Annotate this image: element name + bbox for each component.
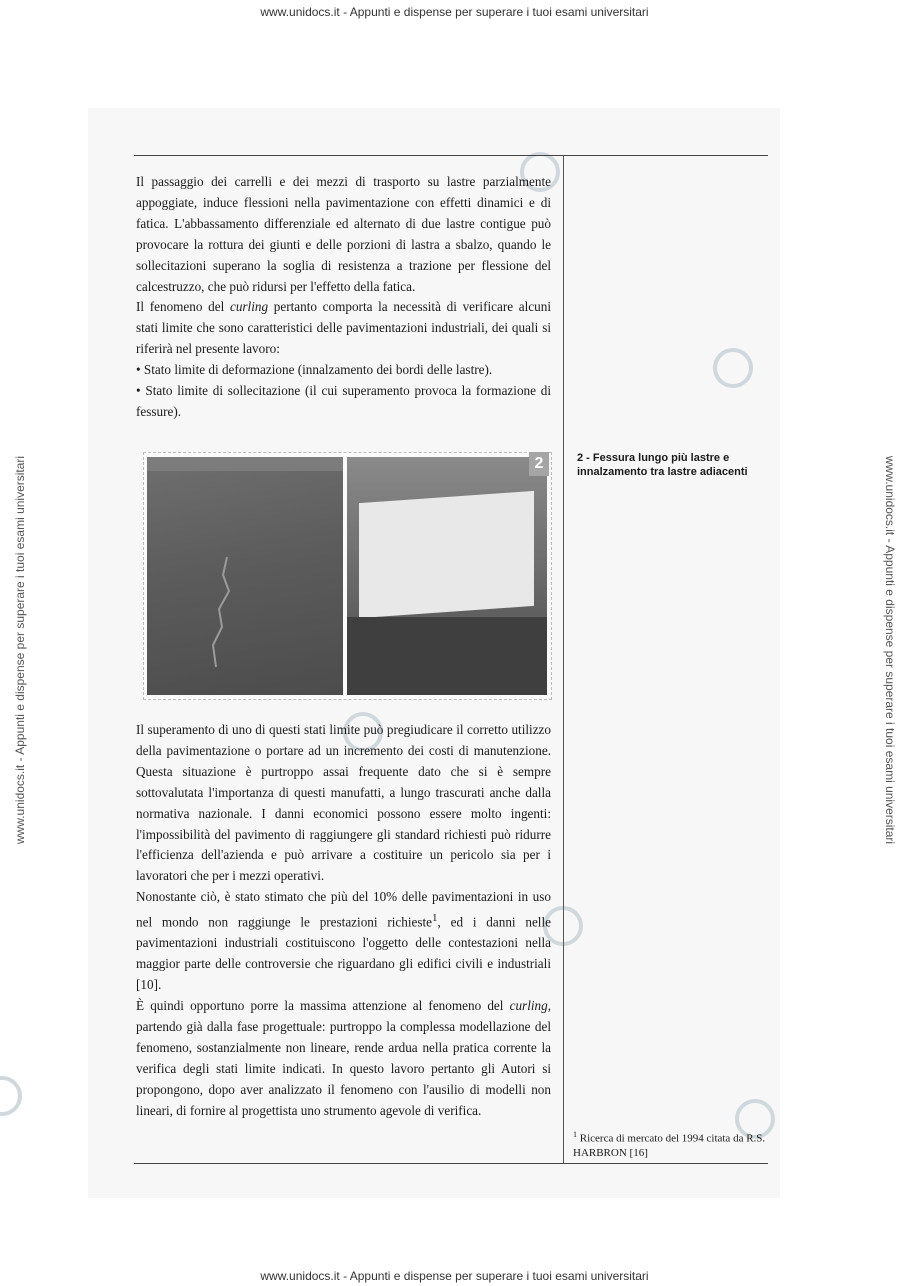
body-text-bottom bbox=[136, 720, 551, 1122]
emphasis: curling bbox=[509, 998, 548, 1014]
body-text-top bbox=[136, 172, 551, 423]
photo-crack bbox=[147, 457, 343, 695]
list-item: • Stato limite di sollecitazione (il cui superamento provoca la formazione di fessure). bbox=[136, 383, 551, 419]
footnote-marker: 1 bbox=[573, 1130, 577, 1139]
footnote-ref: 1 bbox=[432, 912, 438, 925]
emphasis: curling bbox=[229, 299, 269, 315]
list-item: • Stato limite di deformazione (innalzamento dei bordi delle lastre). bbox=[136, 362, 493, 378]
paragraph: È quindi opportuno porre la massima attenzione al fenomeno del curling, partendo già dalla fase progettuale: purtroppo la complessa modellazione del fenomeno, sostanzialmente non lineare, rende ardua nella pratica corrente la verifica degli stati limite indicati. In questo lavoro pertanto gli Autori si propongono, dopo aver analizzato il fenomeno con l'ausilio di modelli non lineari, di fornire al progettista uno strumento agevole di verifica. bbox=[136, 998, 552, 1118]
paragraph: Nonostante ciò, è stato stimato che più del 10% delle pavimentazioni in uso nel mondo non raggiunge le prestazioni richieste$^1$, ed i danni nelle pavimentazioni industriali costituiscono l'oggetto delle contestazioni nella maggior parte delle controversie che riguardano gli edifici civili e industriali [10]. bbox=[136, 889, 551, 993]
watermark-bottom: www.unidocs.it - Appunti e dispense per superare i tuoi esami universitari bbox=[260, 1269, 649, 1283]
watermark-side-left: www.unidocs.it - Appunti e dispense per superare i tuoi esami universitari bbox=[13, 455, 27, 845]
paragraph: Il superamento di uno di questi stati limite può pregiudicare il corretto utilizzo della pavimentazione o portare ad un incremento dei costi di manutenzione. Questa situazione è purtroppo assai frequente dato che si è sempre sottovalutata l'importanza di questi manufatti, a lungo trascurati anche dalla normativa nazionale. I danni economici possono essere molto ingenti: l'impossibilità del pavimento di raggiungere gli standard richiesti può ridurre l'efficienza dell'azienda e può arrivare a costituire un pericolo sia per i lavoratori che per i mezzi operativi. bbox=[136, 722, 551, 884]
figure-caption: 2 - Fessura lungo più lastre e innalzamento tra lastre adiacenti bbox=[577, 452, 748, 478]
photo-slab-lift bbox=[347, 457, 547, 695]
footnote bbox=[573, 1128, 768, 1160]
figure-number-badge: 2 bbox=[529, 452, 549, 476]
footnote-text: Ricerca di mercato del 1994 citata da R.S. HARBRON [16] bbox=[573, 1132, 766, 1159]
paragraph: Il passaggio dei carrelli e dei mezzi di trasporto su lastre parzialmente appoggiate, induce flessioni nella pavimentazione con effetti dinamici e di fatica. L'abbassamento differenziale ed alternato di due lastre contigue può provocare la rottura dei giunti e delle porzioni di lastra a sbalzo, quando le sollecitazioni superano la soglia di resistenza a trazione per flessione del calcestruzzo, che può ridursi per l'effetto della fatica. bbox=[136, 174, 551, 294]
column-divider bbox=[563, 155, 564, 1163]
watermark-side-right: www.unidocs.it - Appunti e dispense per superare i tuoi esami universitari bbox=[883, 455, 897, 845]
logo-watermark-icon bbox=[713, 348, 753, 388]
logo-watermark-icon bbox=[0, 1076, 22, 1116]
crack-shape bbox=[207, 557, 237, 667]
paragraph: Il fenomeno del curling pertanto comporta la necessità di verificare alcuni stati limite che sono caratteristici delle pavimentazioni industriali, dei quali si riferirà nel presente lavoro: bbox=[136, 299, 551, 357]
header-rule bbox=[134, 155, 768, 156]
watermark-top: www.unidocs.it - Appunti e dispense per superare i tuoi esami universitari bbox=[260, 5, 649, 19]
figure-photos bbox=[143, 452, 552, 700]
footer-rule bbox=[134, 1163, 768, 1164]
